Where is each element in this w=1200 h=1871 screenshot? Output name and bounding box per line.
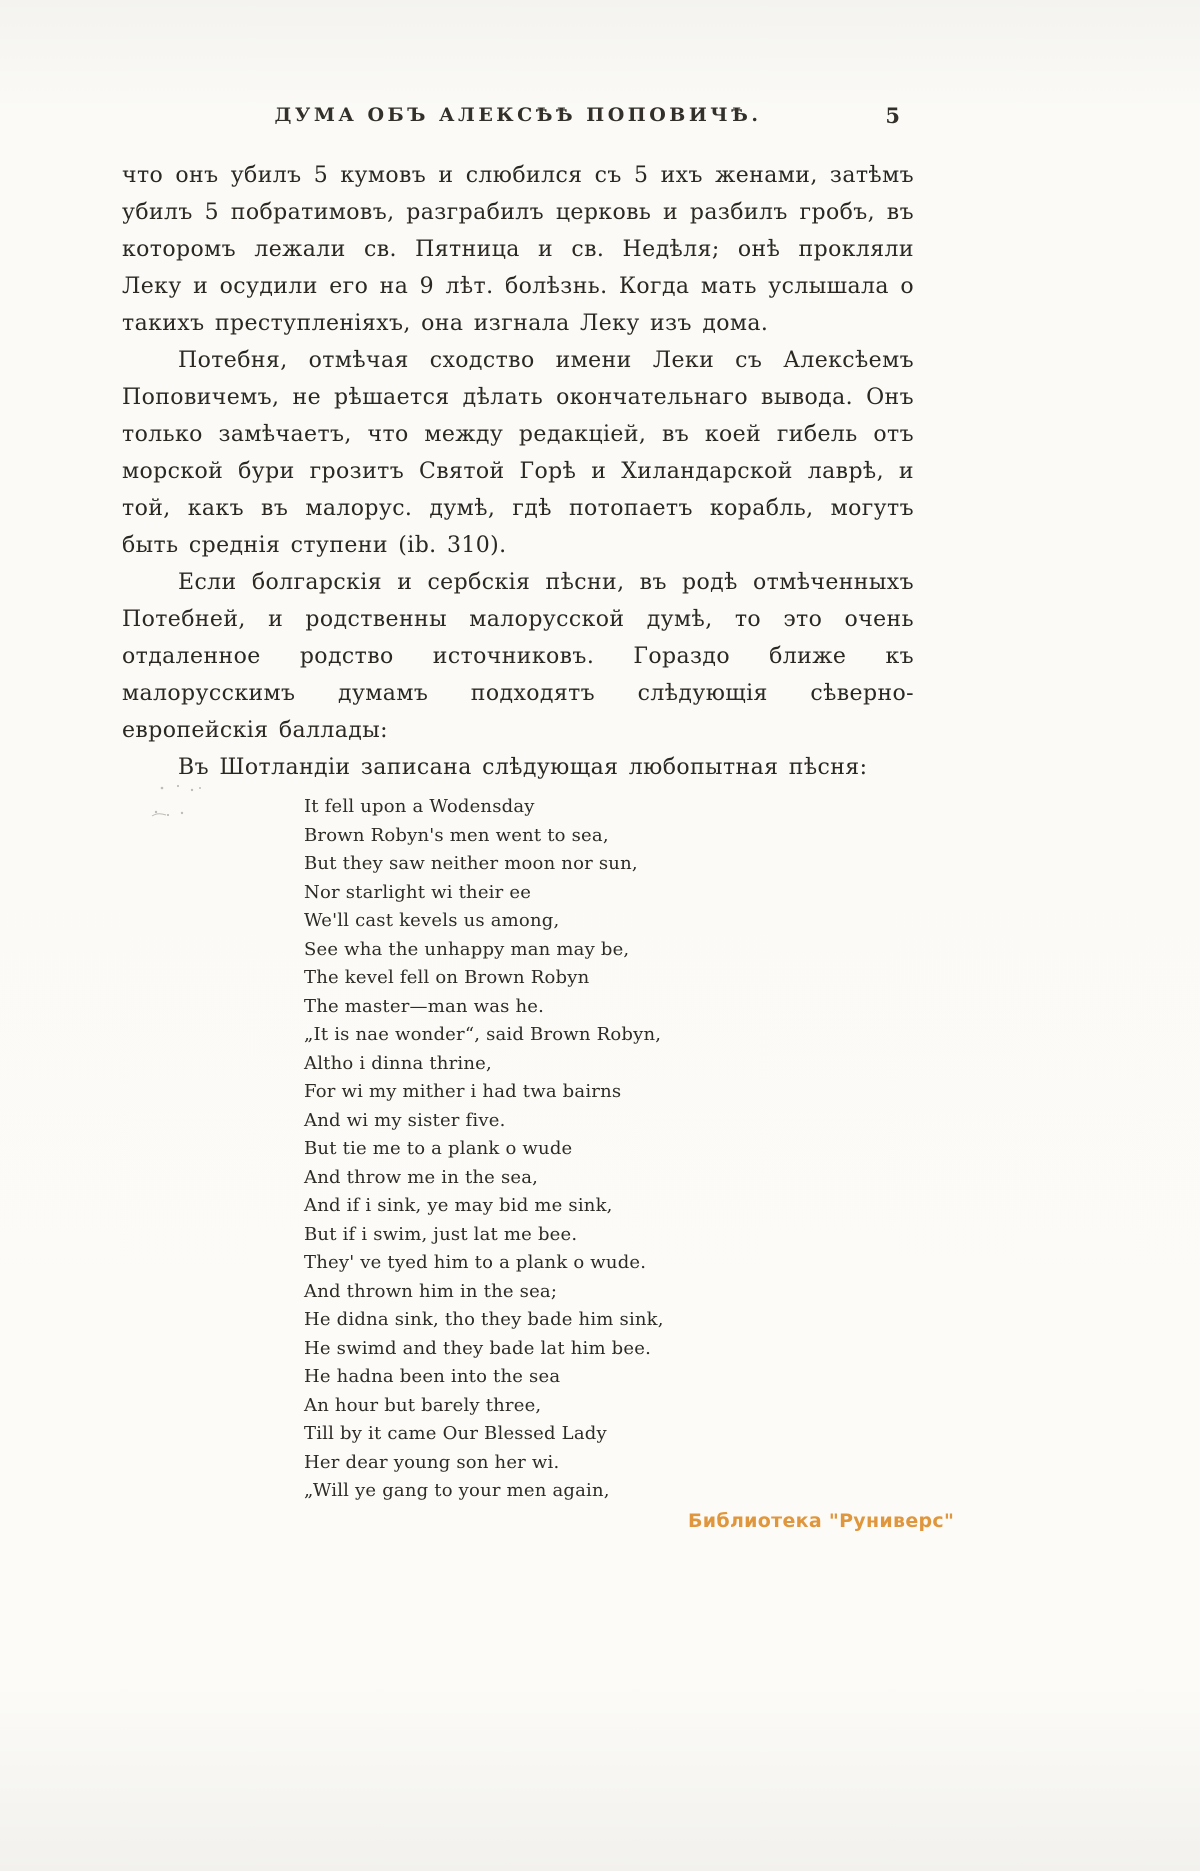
verse-line: Her dear young son her wi. — [304, 1451, 560, 1473]
verse-line: See wha the unhappy man may be, — [304, 938, 630, 960]
page-header — [122, 104, 914, 126]
verse-line: For wi my mither i had twa bairns — [304, 1081, 622, 1102]
verse-line: But they saw neither moon nor sun, — [304, 853, 638, 874]
verse-line: The kevel fell on Brown Robyn — [304, 967, 590, 988]
verse-line: He swimd and they bade lat him bee. — [304, 1337, 652, 1359]
paragraph: Потебня, отмѣчая сходство имени Леки съ Алексѣемъ Поповичемъ, не рѣшается дѣлать окончательнаго вывода. Онъ только замѣчаетъ, что между редакціей, въ коей гибель отъ морской бури грозитъ Святой Горѣ и Хиландарской лаврѣ, и той, какъ въ малорус. думѣ, гдѣ потопаетъ корабль, могутъ быть среднія ступени (ib. 310). — [122, 348, 914, 558]
verse-line: „Will ye gang to your men again, — [304, 1480, 610, 1501]
running-title: ДУМА ОБЪ АЛЕКСѢѢ ПОПОВИЧѢ. — [274, 104, 762, 126]
verse-line: And thrown him in the sea; — [304, 1280, 558, 1302]
verse-line: And wi my sister five. — [304, 1109, 506, 1131]
verse-line: But if i swim, just lat me bee. — [304, 1223, 578, 1245]
verse-line: It fell upon a Wodensday — [304, 796, 535, 817]
paragraph: Если болгарскія и сербскія пѣсни, въ родѣ отмѣченныхъ Потебней, и родственны малорусской думѣ, то это очень отдаленное родство источниковъ. Гораздо ближе къ малорусскимъ думамъ подходятъ слѣдующія сѣверно-европейскія баллады: — [122, 570, 914, 743]
paragraph: Въ Шотландіи записана слѣдующая любопытная пѣсня: — [178, 755, 868, 780]
pencil-scan-marks-icon — [148, 782, 218, 834]
library-watermark: Библиотека "Руниверс" — [688, 1510, 955, 1532]
verse-line: The master—man was he. — [304, 995, 545, 1017]
page-number: 5 — [885, 103, 900, 128]
verse-line: He didna sink, tho they bade him sink, — [304, 1309, 664, 1330]
verse-line: And if i sink, ye may bid me sink, — [304, 1195, 613, 1216]
verse-line: Nor starlight wi their ee — [304, 881, 532, 903]
verse-line: Brown Robyn's men went to sea, — [304, 824, 609, 846]
verse-line: An hour but barely three, — [304, 1394, 542, 1416]
verse-line: „It is nae wonder“, said Brown Robyn, — [304, 1024, 662, 1045]
verse-line: And throw me in the sea, — [304, 1166, 539, 1188]
verse-line: But tie me to a plank o wude — [304, 1138, 573, 1159]
body-text — [122, 157, 914, 786]
ballad-verse — [304, 793, 914, 1506]
text-column — [122, 104, 914, 1506]
verse-line: Altho i dinna thrine, — [304, 1052, 492, 1074]
verse-line: We'll cast kevels us among, — [304, 910, 560, 931]
verse-line: He hadna been into the sea — [304, 1366, 561, 1387]
paragraph-continuation: что онъ убилъ 5 кумовъ и слюбился съ 5 ихъ женами, затѣмъ убилъ 5 побратимовъ, разграбилъ церковь и разбилъ гробъ, въ которомъ лежали св. Пятница и св. Недѣля; онѣ прокляли Леку и осудили его на 9 лѣт. болѣзнь. Когда мать услышала о такихъ преступленіяхъ, она изгнала Леку изъ дома. — [122, 163, 914, 336]
verse-line: They' ve tyed him to a plank o wude. — [304, 1252, 647, 1273]
verse-line: Till by it came Our Blessed Lady — [304, 1423, 607, 1444]
